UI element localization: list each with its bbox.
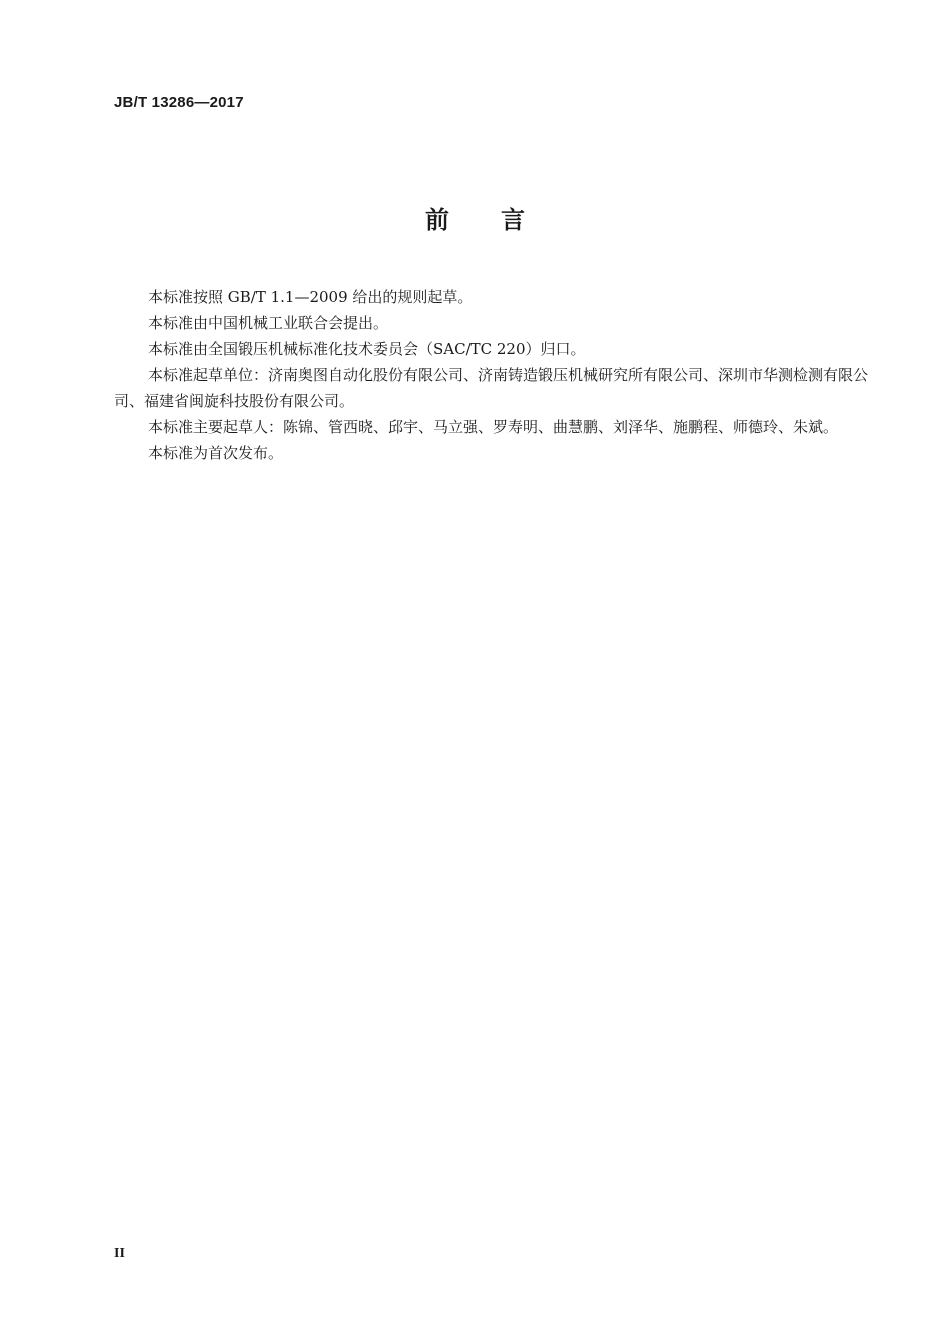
foreword-body [114, 284, 868, 466]
page-title: 前言 [425, 206, 577, 234]
paragraph-first-release: 本标准为首次发布。 [148, 444, 284, 462]
paragraph-committee: 本标准由全国锻压机械标准化技术委员会（SAC/TC 220）归口。 [148, 340, 586, 358]
standard-code-header: JB/T 13286—2017 [114, 94, 244, 111]
page-number: II [114, 1246, 125, 1261]
paragraph-drafters: 本标准主要起草人：陈锦、管西晓、邱宇、马立强、罗寿明、曲慧鹏、刘泽华、施鹏程、师德玲、朱斌。 [148, 418, 839, 436]
paragraph-drafting-rules: 本标准按照 GB/T 1.1—2009 给出的规则起草。 [148, 288, 473, 306]
paragraph-drafting-units: 本标准起草单位：济南奥图自动化股份有限公司、济南铸造锻压机械研究所有限公司、深圳市华测检测有限公司、福建省闽旋科技股份有限公司。 [114, 366, 869, 410]
paragraph-proposer: 本标准由中国机械工业联合会提出。 [148, 314, 389, 332]
